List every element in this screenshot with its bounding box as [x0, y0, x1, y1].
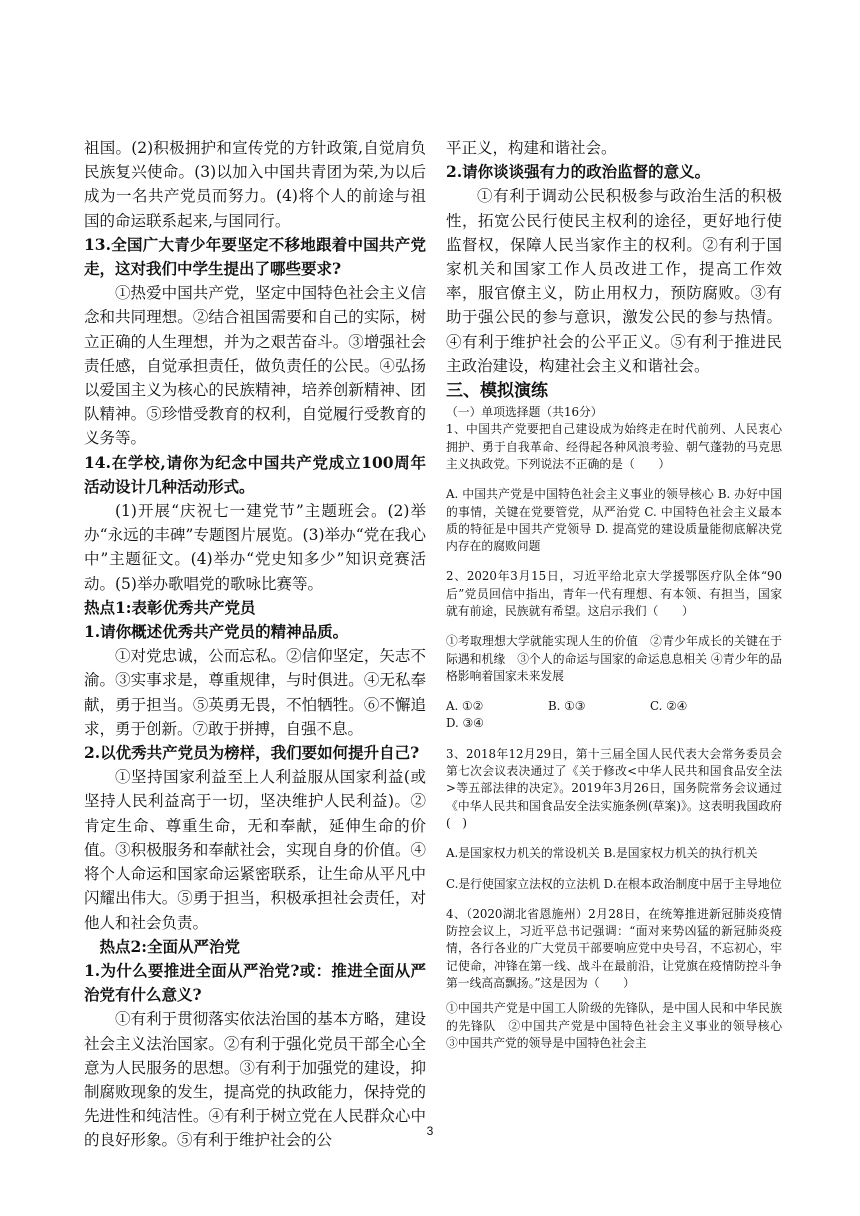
question-2: 2.请你谈谈强有力的政治监督的意义。 — [446, 162, 711, 182]
subsection-heading: （一）单项选择题（共16分） — [446, 405, 603, 420]
mc-question-1: 1、中国共产党要把自己建设成为始终走在时代前列、人民衷心拥护、勇于自我革命、经得起各种风浪考验、朝气蓬勃的马克思主义执政党。下列说法不正确的是（ ） — [446, 422, 782, 471]
mc-question-2-options — [446, 698, 782, 733]
question-14: 14.在学校,请你为纪念中国共产党成立100周年活动设计几种活动形式。 — [84, 452, 426, 496]
hotspot-2-heading: 热点2:全面从严治党 — [99, 936, 241, 956]
option-d: D. ③④ — [446, 716, 484, 731]
left-column — [84, 136, 426, 1153]
mc-question-3-options-cd: C.是行使国家立法权的立法机 D.在根本政治制度中居于主导地位 — [446, 876, 782, 891]
mc-question-4: 4、（2020湖北省恩施州）2月28日，在统筹推进新冠肺炎疫情防控会议上，习近平总书记强调：“面对来势凶猛的新冠肺炎疫情，各行各业的广大党员干部要响应党中央号召，不忘初心，牢记使命，冲锋在第一线、战斗在最前沿，让党旗在疫情防控斗争第一线高高飘扬。”这是因为（ ） — [446, 906, 782, 991]
hotspot-1-answer-2: ①坚持国家利益至上人利益服从国家利益(或坚持人民利益高于一切，坚决维护人民利益)。②肯定生命、尊重生命，无和奉献，延伸生命的价值。③积极服务和奉献社会，实现自身的价值。④将个人命运和国家命运紧密联系，让生命从平凡中闪耀出伟大。⑤勇于担当，积极承担社会责任，对他人和社会负责。 — [84, 768, 426, 932]
answer-13: ①热爱中国共产党，坚定中国特色社会主义信念和共同理想。②结合祖国需要和自己的实际，树立正确的人生理想，并为之艰苦奋斗。③增强社会责任感，自觉承担责任，做负责任的公民。④弘扬以爱国主义为核心的民族精神，培养创新精神、团队精神。⑤珍惜受教育的权利，自觉履行受教育的义务等。 — [84, 284, 426, 448]
hotspot-1-heading: 热点1:表彰优秀共产党员 — [84, 597, 256, 617]
mc-question-2-statements: ①考取理想大学就能实现人生的价值 ②青少年成长的关键在于际遇和机缘 ③个人的命运与国家的命运息息相关 ④青少年的品格影响着国家未来发展 — [446, 634, 782, 683]
mc-question-1-options: A. 中国共产党是中国特色社会主义事业的领导核心 B. 办好中国的事情，关键在党要管党，从严治党 C. 中国特色社会主义最本质的特征是中国共产党领导 D. 提高党的建设质量能彻底解决党内存在的腐败问题 — [446, 487, 782, 554]
hotspot-1-question-2: 2.以优秀共产党员为榜样，我们要如何提升自己? — [84, 743, 420, 763]
mc-question-2: 2、2020年3月15日，习近平给北京大学援鄂医疗队全体“90后”党员回信中指出，青年一代有理想、有本领、有担当，国家就有前途，民族就有希望。这启示我们（ ） — [446, 569, 782, 618]
mc-question-3: 3、2018年12月29日，第十三届全国人民代表大会常务委员会第七次会议表决通过了《关于修改<中华人民共和国食品安全法>等五部法律的决定》。2019年3月26日，国务院常务会议通过《中华人民共和国食品安全法实施条例(草案)》。这表明我国政府( ) — [446, 746, 782, 830]
mc-question-4-statements: ①中国共产党是中国工人阶级的先锋队，是中国人民和中华民族的先锋队 ②中国共产党是中国特色社会主义事业的领导核心 ③中国共产党的领导是中国特色社会主 — [446, 1001, 794, 1050]
section-heading: 三、模拟演练 — [446, 381, 548, 402]
right-column — [446, 136, 794, 1052]
answer-14: (1)开展“庆祝七一建党节”主题班会。(2)举办“永远的丰碑”专题图片展览。(3)举办“党在我心中”主题征文。(4)举办“党史知多少”知识竞赛活动。(5)举办歌唱党的歌咏比赛等。 — [84, 502, 426, 593]
option-c: C. ②④ — [650, 699, 688, 714]
option-a: A. ①② — [446, 699, 484, 714]
option-b: B. ①③ — [548, 699, 586, 714]
page-number: 3 — [426, 1124, 434, 1138]
hotspot-2-question-1: 1.为什么要推进全面从严治党?或：推进全面从严治党有什么意义? — [84, 960, 426, 1005]
mc-question-3-options-ab: A.是国家权力机关的常设机关 B.是国家权力机关的执行机关 — [446, 846, 758, 861]
answer-2: ①有利于调动公民积极参与政治生活的积极性，拓宽公民行使民主权利的途径，更好地行使监督权，保障人民当家作主的权利。②有利于国家机关和国家工作人员改进工作，提高工作效率，服官僚主义，防止用权力，预防腐败。③有助于强公民的参与意识，激发公民的参与热情。④有利于维护社会的公平正义。⑤有利于推进民主政治建设，构建社会主义和谐社会。 — [446, 187, 782, 375]
paragraph: 祖国。(2)积极拥护和宣传党的方针政策,自觉肩负民族复兴使命。(3)以加入中国共青团为荣,为以后成为一名共产党员而努力。(4)将个人的前途与祖国的命运联系起来,与国同行。 — [84, 139, 426, 230]
paragraph: 平正义，构建和谐社会。 — [446, 139, 617, 157]
question-13: 13.全国广大青少年要坚定不移地跟着中国共产党走，这对我们中学生提出了哪些要求? — [84, 234, 426, 279]
hotspot-1-question-1: 1.请你概述优秀共产党员的精神品质。 — [84, 622, 349, 642]
hotspot-2-answer-1: ①有利于贯彻落实依法治国的基本方略，建设社会主义法治国家。②有利于强化党员干部全心全意为人民服务的思想。③有利于加强党的建设，抑制腐败现象的发生，提高党的执政能力，保持党的先进性和纯洁性。④有利于树立党在人民群众心中的良好形象。⑤有利于维护社会的公 — [84, 1010, 426, 1150]
hotspot-1-answer-1: ①对党忠诚，公而忘私。②信仰坚定，矢志不渝。③实事求是，尊重规律，与时俱进。④无私奉献，勇于担当。⑤英勇无畏，不怕牺牲。⑥不懈追求，勇于创新。⑦敢于拼搏，自强不息。 — [84, 647, 426, 738]
